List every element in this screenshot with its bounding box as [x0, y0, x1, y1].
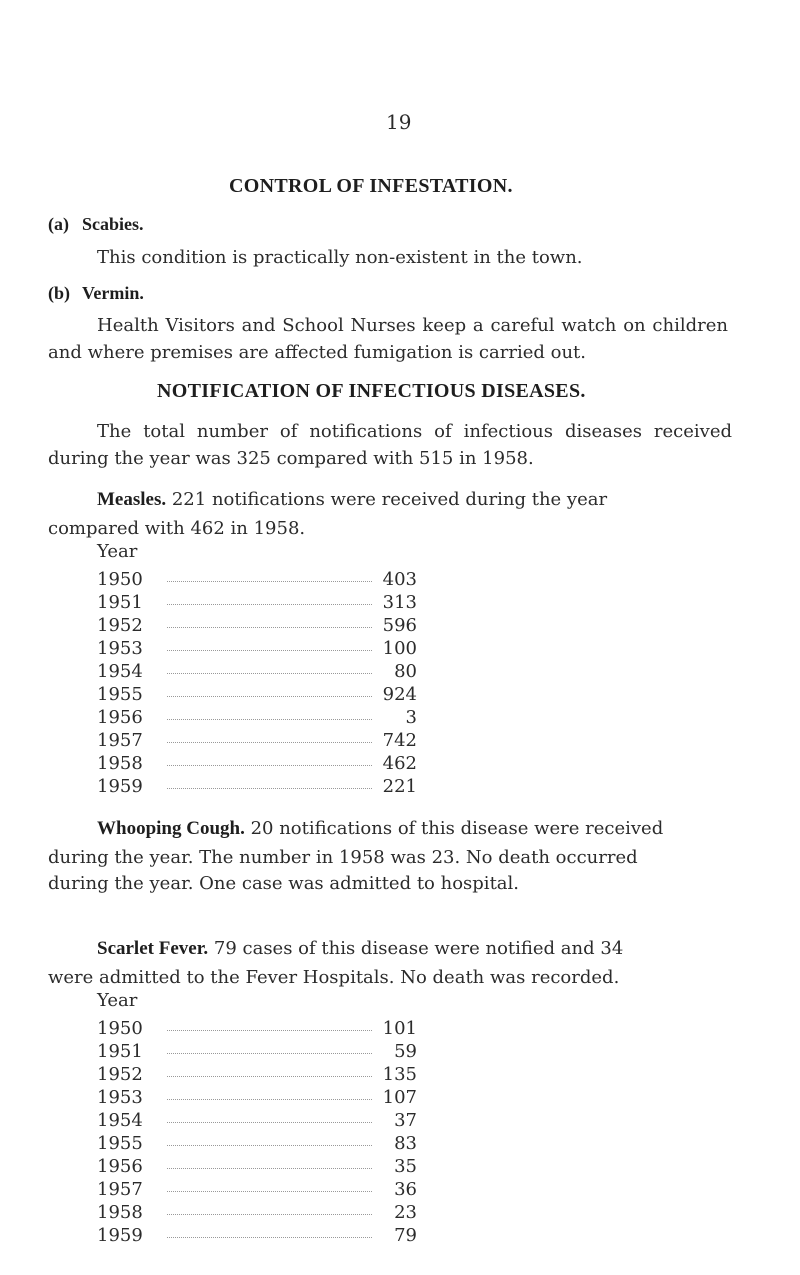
leader-dots — [167, 627, 372, 628]
year-cell: 1952 — [97, 615, 143, 636]
value-cell: 80 — [394, 661, 417, 682]
table-row — [97, 1225, 417, 1245]
whooping-paragraph-line1 — [97, 818, 663, 840]
leader-dots — [167, 1030, 372, 1031]
value-cell: 23 — [394, 1202, 417, 1223]
year-cell: 1953 — [97, 1087, 143, 1108]
table-row — [97, 638, 417, 658]
leader-dots — [167, 1191, 372, 1192]
year-cell: 1958 — [97, 753, 143, 774]
value-cell: 924 — [382, 684, 417, 705]
table-row — [97, 730, 417, 750]
leader-dots — [167, 696, 372, 697]
value-cell: 37 — [394, 1110, 417, 1131]
table-row — [97, 569, 417, 589]
leader-dots — [167, 742, 372, 743]
whooping-text-line2: during the year. The number in 1958 was 23. No death occurred — [48, 847, 638, 868]
scarlet-text-line1: 79 cases of this disease were notified and 34 — [213, 938, 624, 959]
whooping-label: Whooping Cough. — [97, 818, 245, 839]
year-cell: 1955 — [97, 1133, 143, 1154]
table-row — [97, 707, 417, 727]
whooping-text-line3: during the year. One case was admitted to hospital. — [48, 873, 520, 894]
leader-dots — [167, 1122, 372, 1123]
year-cell: 1956 — [97, 707, 143, 728]
value-cell: 35 — [394, 1156, 417, 1177]
measles-paragraph-line1 — [97, 489, 607, 511]
item-a-text: This condition is practically non-existent in the town. — [97, 247, 583, 268]
table-row — [97, 1156, 417, 1176]
year-cell: 1950 — [97, 569, 143, 590]
table-row — [97, 684, 417, 704]
section-title-notification: NOTIFICATION OF INFECTIOUS DISEASES. — [157, 380, 586, 402]
year-cell: 1954 — [97, 1110, 143, 1131]
whooping-text-line1: 20 notifications of this disease were received — [250, 818, 664, 839]
item-b-text: Health Visitors and School Nurses keep a careful watch on children and where premises are affected fumigation is carried out. — [48, 315, 728, 363]
value-cell: 59 — [394, 1041, 417, 1062]
table-row — [97, 1179, 417, 1199]
page-number: 19 — [386, 110, 412, 134]
value-cell: 462 — [382, 753, 417, 774]
leader-dots — [167, 1076, 372, 1077]
value-cell: 403 — [382, 569, 417, 590]
leader-dots — [167, 1237, 372, 1238]
year-cell: 1958 — [97, 1202, 143, 1223]
table-row — [97, 1064, 417, 1084]
value-cell: 107 — [382, 1087, 417, 1108]
leader-dots — [167, 604, 372, 605]
year-cell: 1952 — [97, 1064, 143, 1085]
leader-dots — [167, 1099, 372, 1100]
table-row — [97, 1202, 417, 1222]
scarlet-label: Scarlet Fever. — [97, 938, 209, 959]
year-cell: 1954 — [97, 661, 143, 682]
year-cell: 1955 — [97, 684, 143, 705]
table-row — [97, 661, 417, 681]
table-row — [97, 1041, 417, 1061]
scarlet-year-header: Year — [97, 990, 138, 1011]
measles-label: Measles. — [97, 489, 167, 510]
year-cell: 1956 — [97, 1156, 143, 1177]
item-a-title: Scabies. — [82, 214, 144, 234]
measles-text-line1: 221 notifications were received during the year — [171, 489, 608, 510]
leader-dots — [167, 1168, 372, 1169]
value-cell: 313 — [382, 592, 417, 613]
year-cell: 1950 — [97, 1018, 143, 1039]
item-b-label: (b) — [48, 283, 70, 303]
value-cell: 100 — [382, 638, 417, 659]
table-row — [97, 592, 417, 612]
table-row — [97, 615, 417, 635]
leader-dots — [167, 650, 372, 651]
value-cell: 742 — [382, 730, 417, 751]
measles-year-header: Year — [97, 541, 138, 562]
value-cell: 79 — [394, 1225, 417, 1246]
item-b-title: Vermin. — [82, 283, 144, 303]
leader-dots — [167, 1053, 372, 1054]
table-row — [97, 753, 417, 773]
table-row — [97, 1018, 417, 1038]
leader-dots — [167, 719, 372, 720]
year-cell: 1957 — [97, 730, 143, 751]
year-cell: 1957 — [97, 1179, 143, 1200]
table-row — [97, 1133, 417, 1153]
measles-text-line2: compared with 462 in 1958. — [48, 518, 306, 539]
value-cell: 221 — [382, 776, 417, 797]
table-row — [97, 1087, 417, 1107]
value-cell: 83 — [394, 1133, 417, 1154]
year-cell: 1951 — [97, 1041, 143, 1062]
leader-dots — [167, 1145, 372, 1146]
table-row — [97, 1110, 417, 1130]
item-a-label: (a) — [48, 214, 69, 234]
table-row — [97, 776, 417, 796]
value-cell: 101 — [382, 1018, 417, 1039]
year-cell: 1959 — [97, 1225, 143, 1246]
year-cell: 1951 — [97, 592, 143, 613]
year-cell: 1959 — [97, 776, 143, 797]
scarlet-paragraph-line1 — [97, 938, 623, 960]
leader-dots — [167, 673, 372, 674]
section-title-infestation: CONTROL OF INFESTATION. — [229, 175, 513, 197]
leader-dots — [167, 581, 372, 582]
year-cell: 1953 — [97, 638, 143, 659]
notification-intro: The total number of notifications of infectious diseases received during the year was 325 compared with 515 in 1958. — [48, 421, 732, 469]
leader-dots — [167, 1214, 372, 1215]
value-cell: 3 — [405, 707, 417, 728]
value-cell: 36 — [394, 1179, 417, 1200]
leader-dots — [167, 765, 372, 766]
scarlet-text-line2: were admitted to the Fever Hospitals. No death was recorded. — [48, 967, 620, 988]
leader-dots — [167, 788, 372, 789]
value-cell: 135 — [382, 1064, 417, 1085]
value-cell: 596 — [382, 615, 417, 636]
